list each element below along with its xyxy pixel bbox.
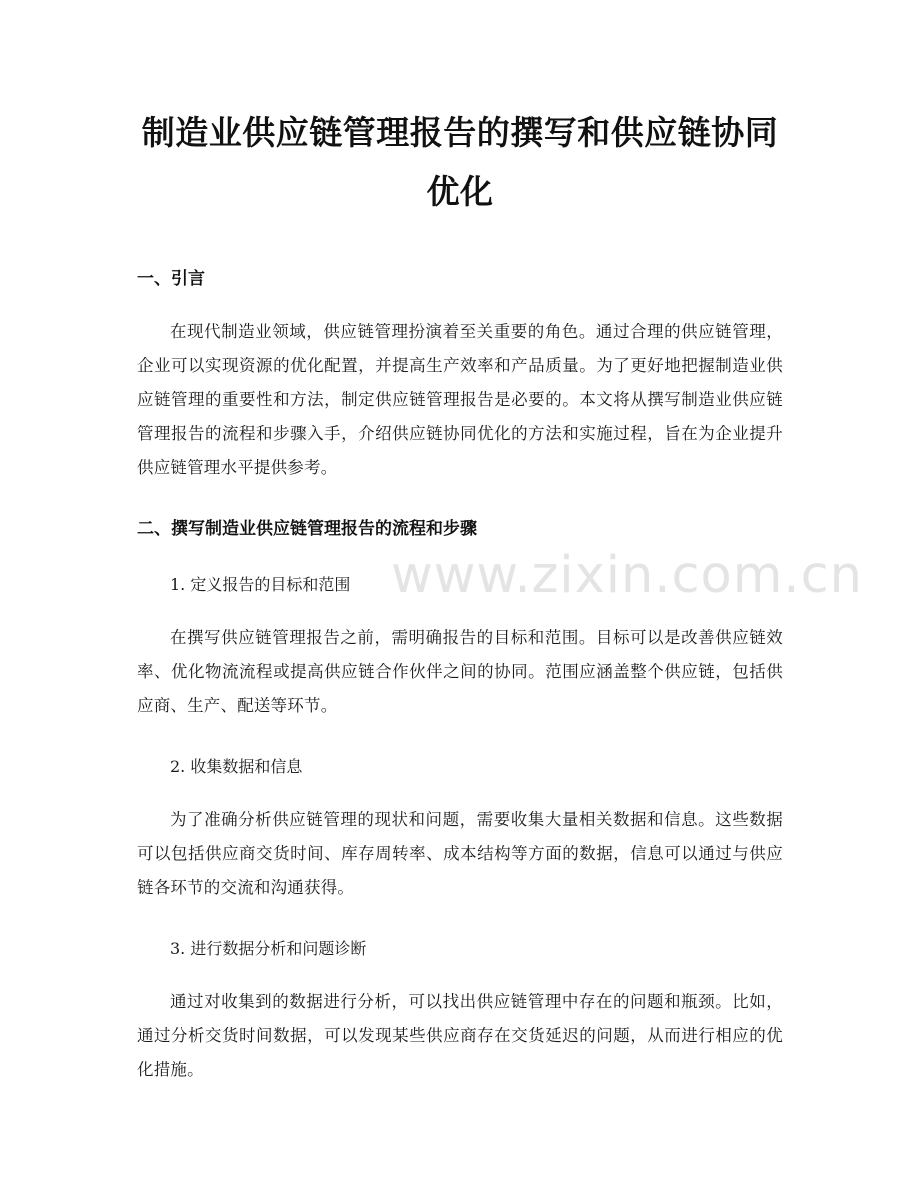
introduction-paragraph: 在现代制造业领域，供应链管理扮演着至关重要的角色。通过合理的供应链管理，企业可以实现资源的优化配置，并提高生产效率和产品质量。为了更好地把握制造业供应链管理的重要性和方法，制定供应链管理报告是必要的。本文将从撰写制造业供应链管理报告的流程和步骤入手，介绍供应链协同优化的方法和实施过程，旨在为企业提升供应链管理水平提供参考。 [137, 322, 783, 477]
document-title: 制造业供应链管理报告的撰写和供应链协同优化 [141, 113, 779, 211]
paragraph-data-analysis: 通过对收集到的数据进行分析，可以找出供应链管理中存在的问题和瓶颈。比如，通过分析交货时间数据，可以发现某些供应商存在交货延迟的问题，从而进行相应的优化措施。 [137, 992, 783, 1079]
section-heading-process: 二、撰写制造业供应链管理报告的流程和步骤 [137, 519, 477, 539]
paragraph-define-goals: 在撰写供应链管理报告之前，需明确报告的目标和范围。目标可以是改善供应链效率、优化物流流程或提高供应链合作伙伴之间的协同。范围应涵盖整个供应链，包括供应商、生产、配送等环节。 [137, 628, 783, 715]
paragraph-collect-data: 为了准确分析供应链管理的现状和问题，需要收集大量相关数据和信息。这些数据可以包括供应商交货时间、库存周转率、成本结构等方面的数据，信息可以通过与供应链各环节的交流和沟通获得。 [137, 810, 783, 897]
subheading-define-goals: 1. 定义报告的目标和范围 [170, 575, 351, 594]
subheading-data-analysis: 3. 进行数据分析和问题诊断 [170, 939, 367, 958]
section-heading-introduction: 一、引言 [137, 269, 205, 289]
watermark: www.zixin.com.cn [391, 546, 863, 605]
subheading-collect-data: 2. 收集数据和信息 [170, 757, 303, 776]
